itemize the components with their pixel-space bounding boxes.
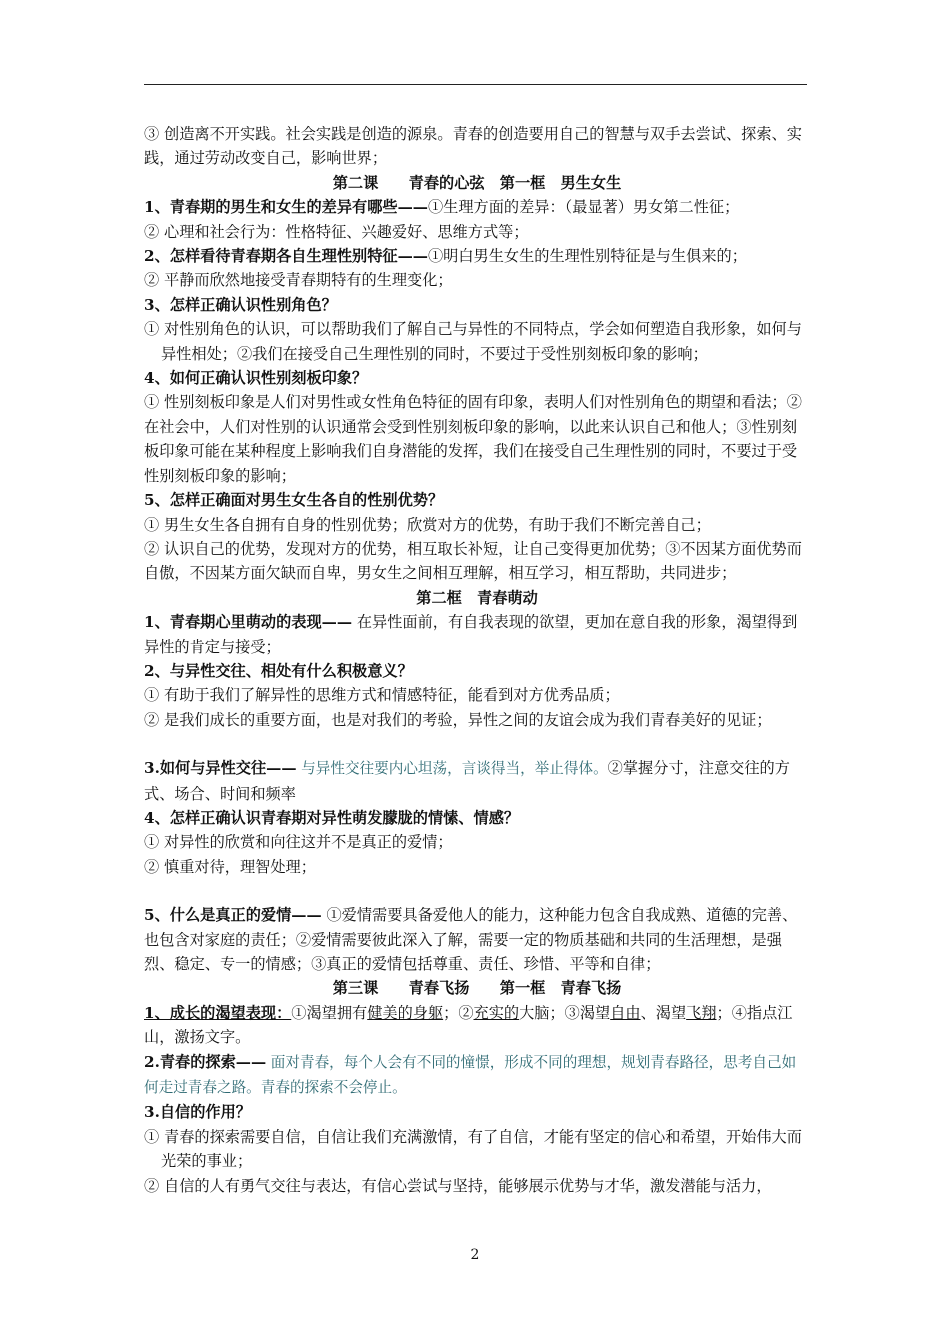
question-text: 2、与异性交往、相处有什么积极意义？ xyxy=(144,661,413,680)
answer-text: ①生理方面的差异：（最显著）男女第二性征； xyxy=(427,198,740,217)
question-line xyxy=(144,903,810,976)
paragraph: ② 慎重对待，理智处理； xyxy=(144,857,316,876)
underlined-term: 飞翔 xyxy=(686,1003,717,1022)
answer-text: ①爱情需要具备爱他人的能力，这种能力包含自我成熟、道德的完善、也包含对家庭的责任；②爱情需要彼此深入了解，需要一定的物质基础和共同的生活理想，是强烈、稳定、专一的情感；③真正的爱情包括尊重、责任、珍惜、平等和自律； xyxy=(144,906,798,973)
paragraph: ① 青春的探索需要自信，自信让我们充满激情，有了自信，才能有坚定的信心和希望，开始伟大而光荣的事业； xyxy=(144,1127,802,1171)
paragraph: ③ 创造离不开实践。社会实践是创造的源泉。青春的创造要用自己的智慧与双手去尝试、探索、实践，通过劳动改变自己，影响世界； xyxy=(144,125,802,168)
paragraph: ② 平静而欣然地接受青春期特有的生理变化； xyxy=(144,271,453,290)
paragraph: ① 对异性的欣赏和向往这并不是真正的爱情； xyxy=(144,833,453,852)
paragraph: ① 对性别角色的认识，可以帮助我们了解自己与异性的不同特点，学会如何塑造自我形象，如何与异性相处；②我们在接受自己生理性别的同时，不要过于受性别刻板印象的影响； xyxy=(144,320,802,363)
question-line xyxy=(144,195,810,219)
question-text: 2.青春的探索—— xyxy=(144,1052,267,1071)
header-rule xyxy=(144,84,807,85)
question-text: 1、成长的渴望表现： xyxy=(144,1003,292,1022)
spacer xyxy=(144,732,810,756)
answer-text: ①明白男生女生的生理性别特征是与生俱来的； xyxy=(427,247,747,266)
question-text: 1、青春期心里萌动的表现—— xyxy=(144,613,353,632)
paragraph: ① 有助于我们了解异性的思维方式和情感特征，能看到对方优秀品质； xyxy=(144,686,620,705)
page-number: 2 xyxy=(470,1247,480,1263)
answer-text: 在异性面前，有自我表现的欲望，更加在意自我的形象，渴望得到异性的肯定与接受； xyxy=(144,613,798,656)
answer-text: ②掌握分寸，注意交往的方式、场合、时间和频率 xyxy=(144,759,790,803)
answer-text: ①渴望拥有 xyxy=(291,1003,368,1022)
answer-text: ；④指点江山，激扬文字。 xyxy=(144,1003,793,1047)
section-heading: 第三课 青春飞扬 第一框 青春飞扬 xyxy=(332,979,622,998)
question-line xyxy=(144,244,810,268)
paragraph: ② 心理和社会行为：性格特征、兴趣爱好、思维方式等； xyxy=(144,222,529,241)
question-line xyxy=(144,1001,810,1050)
question-text: 2、怎样看待青春期各自生理性别特征—— xyxy=(144,247,428,266)
question-text: 5、什么是真正的爱情—— xyxy=(144,906,322,925)
question-text: 4、怎样正确认识青春期对异性萌发朦胧的情愫、情感？ xyxy=(144,808,520,827)
question-text: 3、怎样正确认识性别角色？ xyxy=(144,295,337,314)
question-text: 3.自信的作用？ xyxy=(144,1103,251,1122)
section-heading: 第二框 青春萌动 xyxy=(416,588,538,607)
question-text: 1、青春期的男生和女生的差异有哪些—— xyxy=(144,198,428,217)
paragraph: ② 认识自己的优势，发现对方的优势，相互取长补短，让自己变得更加优势；③不因某方面优势而自傲，不因某方面欠缺而自卑，男女生之间相互理解，相互学习，相互帮助，共同进步； xyxy=(144,539,802,583)
underlined-term: 自由 xyxy=(610,1003,641,1022)
paragraph: ① 男生女生各自拥有自身的性别优势；欣赏对方的优势，有助于我们不断完善自己； xyxy=(144,515,711,534)
paragraph: ① 性别刻板印象是人们对男性或女性角色特征的固有印象，表明人们对性别角色的期望和看法；②在社会中，人们对性别的认识通常会受到性别刻板印象的影响，以此来认识自己和他人；③性别刻板印象可能在某种程度上影响我们自身潜能的发挥，我们在接受自己生理性别的同时，不要过于受性别刻板印象的影响； xyxy=(144,393,802,485)
highlight-answer: 与异性交往要内心坦荡，言谈得当，举止得体。 xyxy=(296,760,608,778)
section-heading: 第二课 青春的心弦 第一框 男生女生 xyxy=(332,173,622,192)
paragraph: ② 是我们成长的重要方面，也是对我们的考验，异性之间的友谊会成为我们青春美好的见证； xyxy=(144,710,772,729)
document-body xyxy=(144,122,810,1198)
question-text: 5、怎样正确面对男生女生各自的性别优势？ xyxy=(144,491,444,510)
question-line xyxy=(144,756,810,806)
question-line xyxy=(144,610,810,659)
question-text: 3.如何与异性交往—— xyxy=(144,759,297,778)
highlight-answer: 面对青春，每个人会有不同的憧憬，形成不同的理想，规划青春路径，思考自己如何走过青春之路。青春的探索不会停止。 xyxy=(144,1053,797,1097)
spacer xyxy=(144,879,810,903)
answer-text: 、渴望 xyxy=(640,1003,687,1022)
answer-text: 大脑；③渴望 xyxy=(519,1003,611,1022)
underlined-term: 健美的身躯 xyxy=(367,1003,444,1022)
underlined-term: 充实的 xyxy=(473,1003,520,1022)
answer-text: ；② xyxy=(443,1003,474,1022)
question-text: 4、如何正确认识性别刻板印象？ xyxy=(144,369,368,388)
question-line xyxy=(144,1050,810,1101)
paragraph: ② 自信的人有勇气交往与表达，有信心尝试与坚持，能够展示优势与才华，激发潜能与活力， xyxy=(144,1176,772,1195)
